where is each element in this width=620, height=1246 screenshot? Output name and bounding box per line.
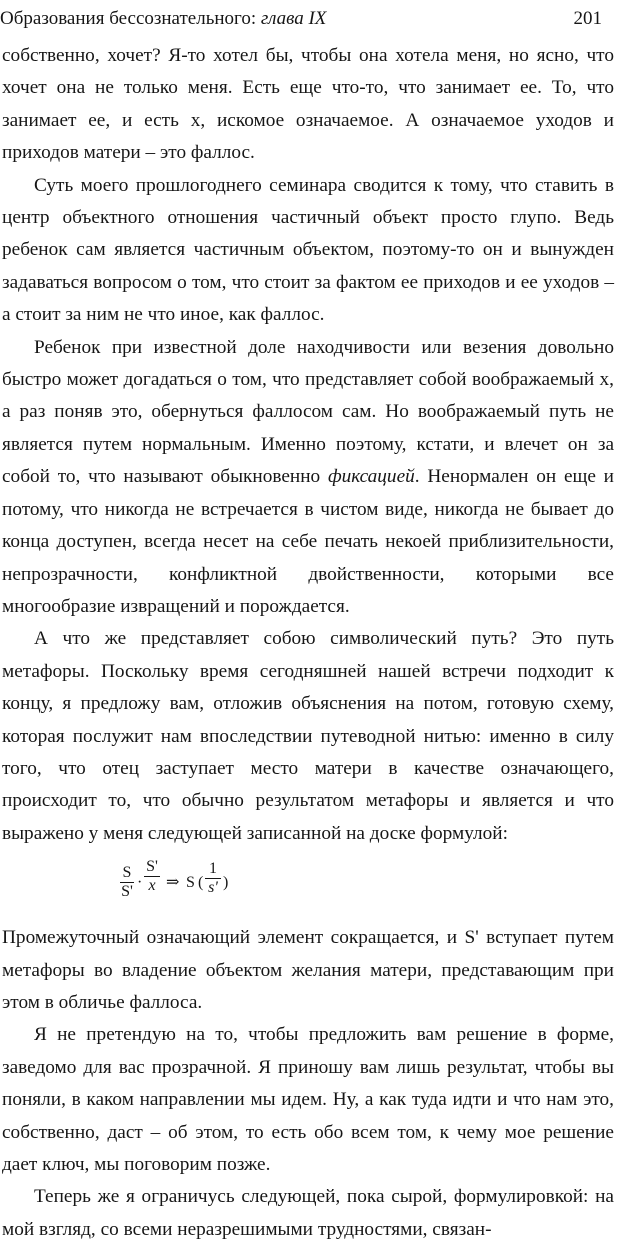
italic-term: фиксацией bbox=[327, 466, 415, 488]
paragraph bbox=[2, 332, 614, 624]
paragraph: Промежуточный означающий элемент сокращается, и S' вступает путем метафоры во владение объектом желания матери, представающим при этом в обличье фаллоса. bbox=[2, 927, 614, 1013]
close-parenthesis: ) bbox=[223, 874, 229, 892]
paragraph-text: Ребенок при известной доле находчивости или везения довольно быстро может догадаться о том, что представляет собой воображаемый x, а раз поняв это, обернуться фаллосом сам. Но воображаемый путь не является путем нормальным. Именно поэтому, кстати, и влечет он за собой то, что называют обыкновенно bbox=[2, 336, 614, 488]
numerator: S bbox=[122, 864, 132, 882]
chapter-label: глава IX bbox=[260, 8, 327, 29]
numerator: 1 bbox=[209, 860, 217, 878]
multiplication-dot: · bbox=[137, 874, 143, 892]
numerator: S' bbox=[146, 858, 158, 876]
fraction-one-over-s bbox=[205, 860, 221, 897]
paragraph: собственно, хочет? Я-то хотел бы, чтобы она хотела меня, но ясно, что хочет она не только меня. Есть еще что-то, что занимает ее. То, что занимает ее, и есть x, искомое означаемое. А означаемое уходов и приходов матери – это фаллос. bbox=[2, 45, 614, 164]
paragraph: Я не претендую на то, чтобы предложить вам решение в форме, заведомо для вас прозрачной. Я приношу вам лишь результат, чтобы вы поняли, в каком направлении мы идем. Ну, а как туда идти и что нам это, собственно, даст – об этом, то есть обо всем том, к чему мое решение дает ключ, мы поговорим позже. bbox=[2, 1024, 614, 1175]
formula-block bbox=[2, 850, 614, 922]
paragraph: А что же представляет собою символический путь? Это путь метафоры. Поскольку время сегодняшней нашей встречи подходит к концу, я предложу вам, отложив объяснения на потом, готовую схему, которая послужит нам впоследствии путеводной нитью: именно в силу того, что отец заступает место матери в качестве означающего, происходит то, что обычно результатом метафоры и является и что выражено у меня следующей записанной на доске формулой: bbox=[2, 628, 614, 844]
s-symbol: S bbox=[186, 874, 195, 892]
implies-arrow: ⇒ bbox=[166, 874, 180, 892]
open-parenthesis: ( bbox=[198, 874, 204, 892]
title-text: Образования бессознательного: bbox=[0, 8, 261, 29]
paragraph: Теперь же я ограничусь следующей, пока сырой, формулировкой: на мой взгляд, со всеми неразрешимыми трудностями, связан- bbox=[2, 1186, 614, 1240]
paragraph: Суть моего прошлогоднего семинара сводится к тому, что ставить в центр объектного отношения частичный объект просто глупо. Ведь ребенок сам является частичным объектом, поэтому-то он и вынужден задаваться вопросом о том, что стоит за фактом ее приходов и ее уходов – а стоит за ним не что иное, как фаллос. bbox=[2, 174, 614, 326]
running-header bbox=[0, 4, 620, 34]
metaphor-formula bbox=[120, 858, 280, 920]
book-title bbox=[0, 4, 326, 34]
fraction-s-prime-over-x bbox=[144, 858, 160, 895]
denominator: x bbox=[144, 876, 160, 895]
denominator: s' bbox=[205, 878, 221, 897]
denominator: S' bbox=[121, 883, 133, 901]
page-number: 201 bbox=[573, 8, 602, 29]
paragraph-text: . Ненормален он еще и потому, что никогда не встречается в чистом виде, никогда не бывает до конца доступен, всегда несет на себе печать некоей приблизительности, непрозрачности, конфликтной двойственности, которыми все многообразие извращений и порождается. bbox=[2, 466, 614, 617]
fraction-s-over-s-prime bbox=[120, 864, 134, 901]
body-text bbox=[2, 40, 614, 1246]
